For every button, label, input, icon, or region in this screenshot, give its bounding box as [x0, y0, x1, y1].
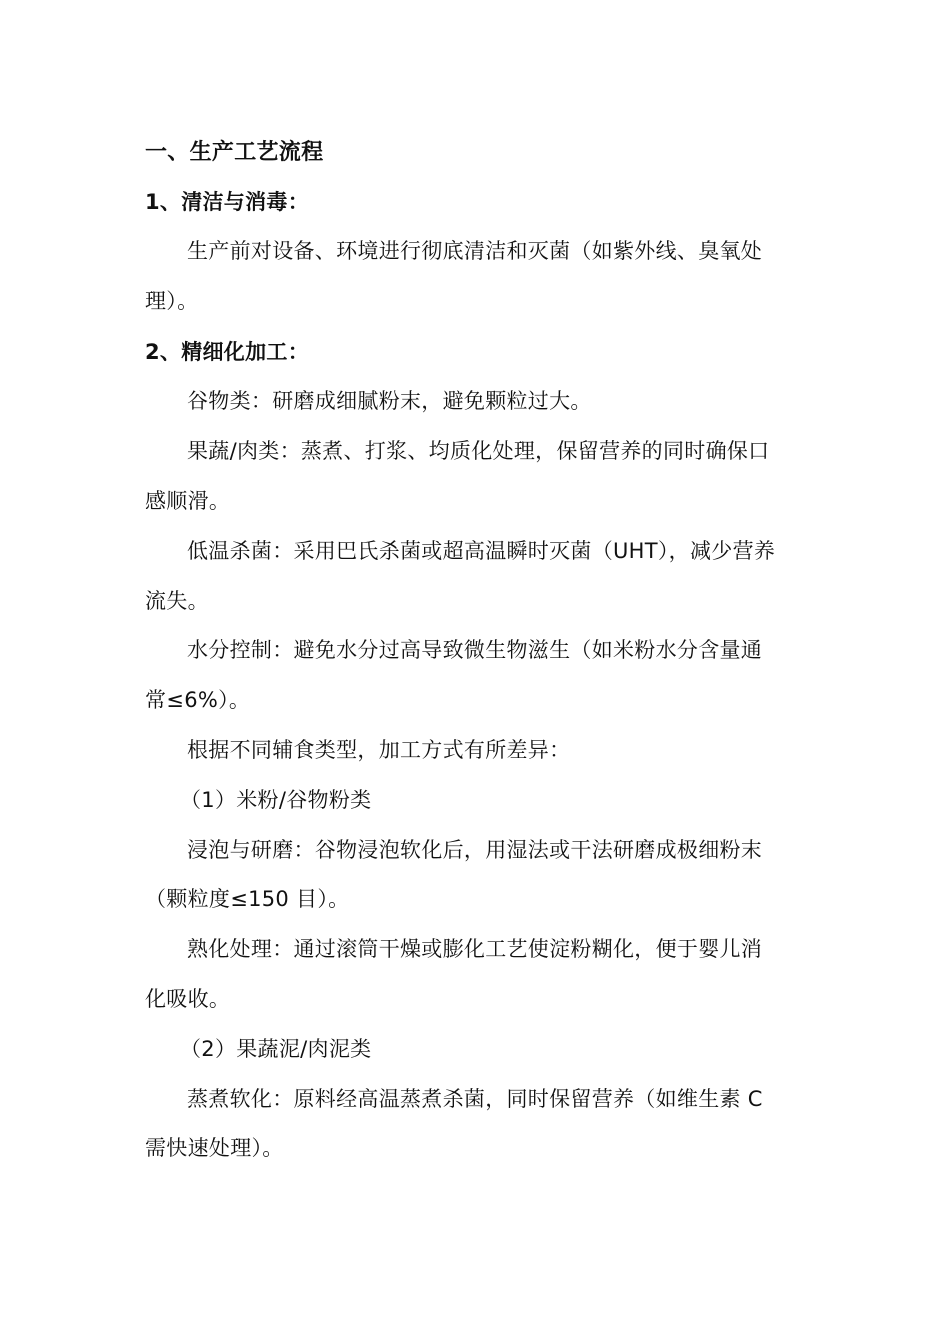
section-2-title: 2、精细化加工： — [145, 340, 310, 364]
processing-intro: 根据不同辅食类型，加工方式有所差异： — [187, 738, 571, 762]
cook-para-line-1: 熟化处理：通过滚筒干燥或膨化工艺使淀粉糊化，便于婴儿消 — [187, 937, 763, 961]
subsection-2-title: （2）果蔬泥/肉泥类 — [180, 1037, 372, 1061]
soak-para-line-2: （颗粒度≤150 目）。 — [145, 887, 350, 911]
soak-para-line-1: 浸泡与研磨：谷物浸泡软化后，用湿法或干法研磨成极细粉末 — [187, 838, 763, 862]
section-1-para-line-1: 生产前对设备、环境进行彻底清洁和灭菌（如紫外线、臭氧处 — [187, 239, 763, 263]
sterilize-para-line-2: 流失。 — [145, 589, 209, 613]
moisture-para-line-1: 水分控制：避免水分过高导致微生物滋生（如米粉水分含量通 — [187, 638, 763, 662]
grains-paragraph: 谷物类：研磨成细腻粉末，避免颗粒过大。 — [187, 389, 592, 413]
sterilize-para-line-1: 低温杀菌：采用巴氏杀菌或超高温瞬时灭菌（UHT），减少营养 — [187, 539, 776, 563]
fruitveg-para-line-1: 果蔬/肉类：蒸煮、打浆、均质化处理，保留营养的同时确保口 — [187, 439, 770, 463]
moisture-para-line-2: 常≤6%）。 — [145, 688, 251, 712]
subsection-1-title: （1）米粉/谷物粉类 — [180, 788, 372, 812]
section-1-para-line-2: 理）。 — [145, 289, 199, 313]
section-heading: 一、生产工艺流程 — [145, 140, 324, 165]
section-1-title: 1、清洁与消毒： — [145, 190, 310, 214]
steam-para-line-1: 蒸煮软化：原料经高温蒸煮杀菌，同时保留营养（如维生素 C — [187, 1087, 763, 1111]
steam-para-line-2: 需快速处理）。 — [145, 1136, 284, 1160]
cook-para-line-2: 化吸收。 — [145, 987, 231, 1011]
fruitveg-para-line-2: 感顺滑。 — [145, 489, 231, 513]
